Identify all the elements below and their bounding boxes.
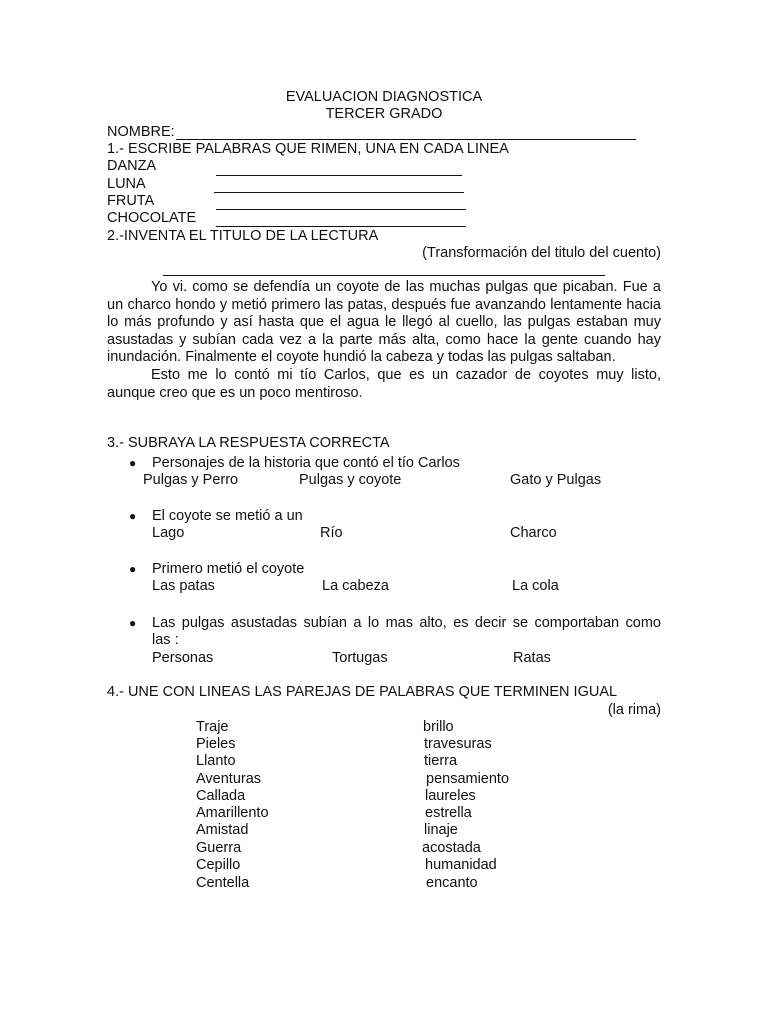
rhyme-answer-line-2[interactable] <box>214 192 464 193</box>
bullet-icon: ● <box>129 616 137 630</box>
document-subtitle: TERCER GRADO <box>325 106 443 122</box>
rhyme-word-luna: LUNA <box>107 176 146 192</box>
right-word[interactable]: laureles <box>425 788 476 804</box>
q3-option-2[interactable]: La cabeza <box>322 578 389 594</box>
section2-heading: 2.-INVENTA EL TITULO DE LA LECTURA <box>107 228 379 244</box>
nombre-label: NOMBRE: <box>107 124 175 140</box>
q3-option-3[interactable]: La cola <box>512 578 559 594</box>
bullet-icon: ● <box>129 562 137 576</box>
q2-option-1[interactable]: Lago <box>152 525 185 541</box>
left-word[interactable]: Callada <box>196 788 246 804</box>
rhyme-answer-line-1[interactable] <box>216 175 462 176</box>
section2-note: (Transformación del titulo del cuento) <box>422 245 661 261</box>
rhyme-word-danza: DANZA <box>107 158 157 174</box>
document-title: EVALUACION DIAGNOSTICA <box>285 89 483 105</box>
question-4: Las pulgas asustadas subían a lo mas alto, es decir se comportaban como <box>152 615 661 631</box>
left-word[interactable]: Pieles <box>196 736 236 752</box>
reading-paragraph-2: Esto me lo contó mi tío Carlos, que es un cazador de coyotes muy listo, aunque creo que es un poco mentiroso. <box>107 366 661 401</box>
question-1: Personajes de la historia que contó el tío Carlos <box>152 455 460 471</box>
question-4-continued: las : <box>152 632 179 648</box>
right-word[interactable]: acostada <box>422 840 481 856</box>
section4-note: (la rima) <box>607 702 661 718</box>
bullet-icon: ● <box>129 456 137 470</box>
left-word[interactable]: Amistad <box>196 822 249 838</box>
section1-heading: 1.- ESCRIBE PALABRAS QUE RIMEN, UNA EN CADA LINEA <box>107 141 509 157</box>
q4-option-3[interactable]: Ratas <box>513 650 551 666</box>
reading-paragraph-1: Yo vi. como se defendía un coyote de las muchas pulgas que picaban. Fue a un charco hondo y metió primero las patas, después fue avanzando lentamente hacia lo más profundo y así hasta que el agua le llegó al cuello, las pulgas estaban muy asustadas y subían cada vez a la parte más alta, como hace la gente cuando hay inundación. Finalmente el coyote hundió la cabeza y todas las pulgas saltaban. <box>107 279 661 366</box>
right-word[interactable]: encanto <box>426 875 478 891</box>
q3-option-1[interactable]: Las patas <box>152 578 215 594</box>
right-word[interactable]: pensamiento <box>426 771 510 787</box>
nombre-blank-line[interactable] <box>176 139 636 140</box>
rhyme-answer-line-4[interactable] <box>216 226 466 227</box>
q4-option-2[interactable]: Tortugas <box>332 650 388 666</box>
title-answer-line[interactable] <box>163 275 605 276</box>
question-2: El coyote se metió a un <box>152 508 303 524</box>
left-word[interactable]: Guerra <box>196 840 242 856</box>
rhyme-word-fruta: FRUTA <box>107 193 155 209</box>
left-word[interactable]: Aventuras <box>196 771 262 787</box>
q2-option-3[interactable]: Charco <box>510 525 557 541</box>
q1-option-3[interactable]: Gato y Pulgas <box>510 472 602 488</box>
bullet-icon: ● <box>129 509 137 523</box>
left-word[interactable]: Cepillo <box>196 857 241 873</box>
question-3: Primero metió el coyote <box>152 561 305 577</box>
right-word[interactable]: humanidad <box>425 857 497 873</box>
q1-option-1[interactable]: Pulgas y Perro <box>143 472 239 488</box>
rhyme-word-chocolate: CHOCOLATE <box>107 210 197 226</box>
q4-option-1[interactable]: Personas <box>152 650 214 666</box>
right-word[interactable]: tierra <box>424 753 458 769</box>
section4-heading: 4.- UNE CON LINEAS LAS PAREJAS DE PALABRAS QUE TERMINEN IGUAL <box>107 684 618 700</box>
left-word[interactable]: Llanto <box>196 753 236 769</box>
q1-option-2[interactable]: Pulgas y coyote <box>299 472 402 488</box>
left-word[interactable]: Amarillento <box>196 805 269 821</box>
right-word[interactable]: brillo <box>423 719 454 735</box>
right-word[interactable]: travesuras <box>424 736 492 752</box>
reading-text <box>107 279 661 402</box>
left-word[interactable]: Centella <box>196 875 250 891</box>
right-word[interactable]: linaje <box>424 822 458 838</box>
right-word[interactable]: estrella <box>425 805 472 821</box>
q2-option-2[interactable]: Río <box>320 525 343 541</box>
rhyme-answer-line-3[interactable] <box>216 209 466 210</box>
section3-heading: 3.- SUBRAYA LA RESPUESTA CORRECTA <box>107 435 390 451</box>
left-word[interactable]: Traje <box>196 719 229 735</box>
